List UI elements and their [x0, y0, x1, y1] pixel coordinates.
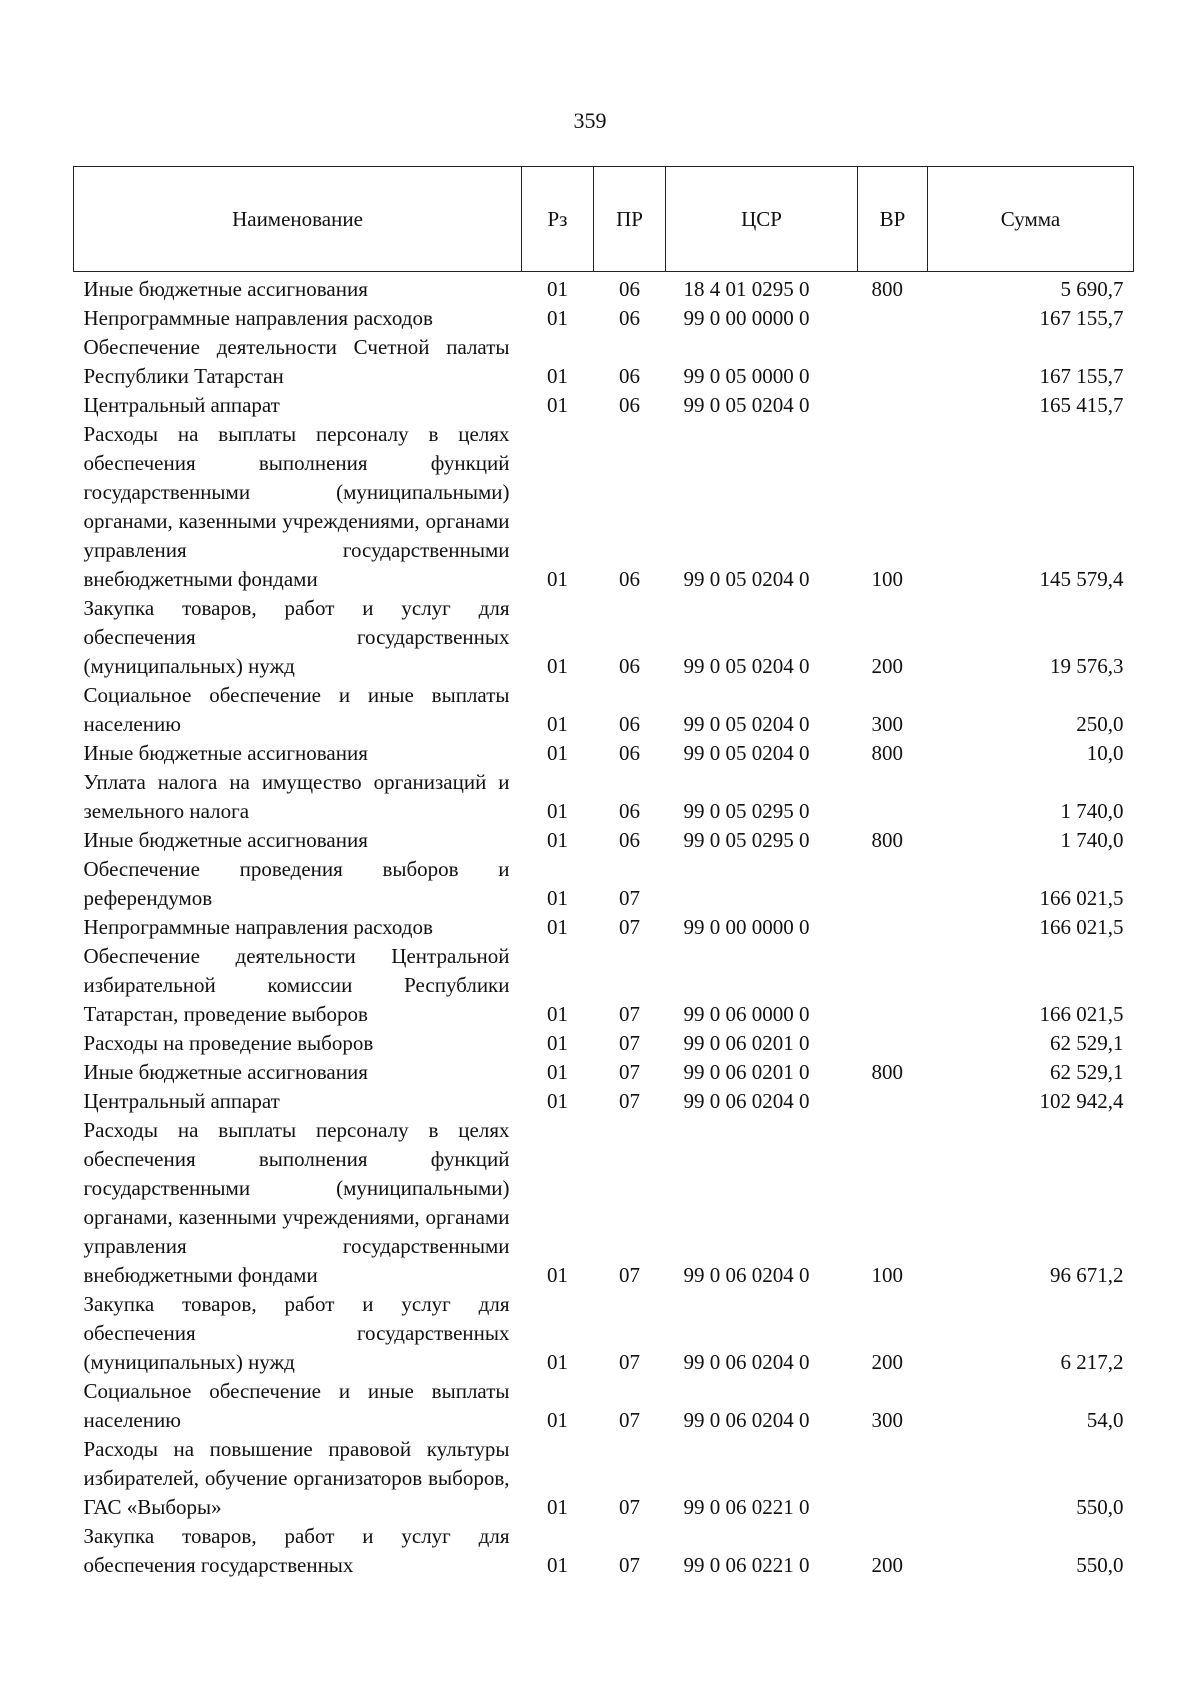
cell-sum: 10,0 — [1086, 741, 1124, 765]
cell-pr: 06 — [619, 654, 640, 678]
cell-rz: 01 — [547, 1089, 568, 1113]
cell-name: Обеспечение деятельности Центральной избирательной комиссии Республики Татарстан, проведение выборов — [83, 944, 510, 1026]
cell-pr: 07 — [619, 1350, 640, 1374]
table-row — [74, 826, 1134, 855]
cell-pr: 06 — [619, 364, 640, 388]
cell-csr: 99 0 00 0000 0 — [683, 306, 810, 330]
table-row — [74, 681, 1134, 739]
cell-name: Иные бюджетные ассигнования — [83, 1060, 368, 1084]
cell-vr — [858, 855, 928, 913]
table-row — [74, 1087, 1134, 1116]
cell-rz: 01 — [547, 1031, 568, 1055]
cell-vr — [858, 768, 928, 826]
cell-csr: 99 0 00 0000 0 — [683, 915, 810, 939]
cell-name: Расходы на выплаты персоналу в целях обеспечения выполнения функций государственными (муниципальными) органами, казенными учреждениями, органами управления государственными внебюджетными фондами — [83, 422, 510, 591]
cell-pr: 06 — [619, 277, 640, 301]
header-vr: ВР — [858, 167, 928, 272]
cell-rz: 01 — [547, 654, 568, 678]
cell-vr — [858, 942, 928, 1029]
cell-csr: 99 0 05 0204 0 — [683, 393, 810, 417]
header-sum: Сумма — [928, 167, 1134, 272]
table-row — [74, 739, 1134, 768]
header-rz: Рз — [522, 167, 594, 272]
table-row — [74, 594, 1134, 681]
cell-pr: 07 — [619, 1553, 640, 1577]
table-row — [74, 913, 1134, 942]
cell-sum: 54,0 — [1086, 1408, 1124, 1432]
cell-name: Обеспечение проведения выборов и референдумов — [83, 857, 510, 910]
cell-sum: 62 529,1 — [1050, 1060, 1124, 1084]
cell-pr: 07 — [619, 1263, 640, 1287]
cell-pr: 07 — [619, 1089, 640, 1113]
budget-table — [73, 166, 1134, 1580]
cell-csr: 99 0 05 0204 0 — [683, 567, 810, 591]
cell-pr: 06 — [619, 567, 640, 591]
cell-pr: 06 — [619, 712, 640, 736]
cell-csr: 99 0 06 0221 0 — [683, 1495, 810, 1519]
cell-vr: 300 — [871, 712, 903, 736]
header-pr: ПР — [594, 167, 666, 272]
cell-csr: 99 0 06 0201 0 — [683, 1031, 810, 1055]
cell-name: Расходы на проведение выборов — [83, 1031, 374, 1055]
table-row — [74, 304, 1134, 333]
cell-rz: 01 — [547, 1553, 568, 1577]
cell-name: Расходы на повышение правовой культуры избирателей, обучение организаторов выборов, ГАС «Выборы» — [83, 1437, 510, 1519]
header-row — [74, 167, 1134, 272]
cell-csr: 99 0 06 0204 0 — [683, 1263, 810, 1287]
cell-rz: 01 — [547, 364, 568, 388]
header-csr: ЦСР — [666, 167, 858, 272]
cell-vr — [858, 304, 928, 333]
table-row — [74, 272, 1134, 305]
cell-pr: 06 — [619, 306, 640, 330]
table-body — [74, 272, 1134, 1581]
cell-vr: 800 — [871, 277, 903, 301]
cell-vr: 200 — [871, 1553, 903, 1577]
cell-sum: 166 021,5 — [1039, 915, 1124, 939]
cell-name: Закупка товаров, работ и услуг для обеспечения государственных (муниципальных) нужд — [83, 596, 510, 678]
cell-sum: 19 576,3 — [1050, 654, 1124, 678]
cell-vr — [858, 333, 928, 391]
cell-csr: 99 0 05 0000 0 — [683, 364, 810, 388]
cell-name: Центральный аппарат — [83, 393, 280, 417]
cell-sum: 166 021,5 — [1039, 886, 1124, 910]
table-row — [74, 855, 1134, 913]
cell-pr: 07 — [619, 1408, 640, 1432]
cell-name: Закупка товаров, работ и услуг для обеспечения государственных — [83, 1524, 510, 1577]
cell-vr — [858, 1087, 928, 1116]
cell-vr — [858, 1435, 928, 1522]
cell-vr: 200 — [871, 654, 903, 678]
table-row — [74, 1290, 1134, 1377]
cell-rz: 01 — [547, 886, 568, 910]
cell-rz: 01 — [547, 567, 568, 591]
cell-csr: 99 0 06 0000 0 — [683, 1002, 810, 1026]
cell-pr: 07 — [619, 1495, 640, 1519]
table-row — [74, 1058, 1134, 1087]
cell-sum: 1 740,0 — [1060, 799, 1124, 823]
cell-rz: 01 — [547, 828, 568, 852]
cell-vr: 300 — [871, 1408, 903, 1432]
cell-sum: 250,0 — [1076, 712, 1124, 736]
cell-vr: 800 — [871, 741, 903, 765]
cell-sum: 166 021,5 — [1039, 1002, 1124, 1026]
cell-rz: 01 — [547, 1060, 568, 1084]
cell-vr: 800 — [871, 1060, 903, 1084]
cell-sum: 145 579,4 — [1039, 567, 1124, 591]
cell-csr: 99 0 05 0204 0 — [683, 741, 810, 765]
cell-pr: 07 — [619, 1031, 640, 1055]
cell-csr: 99 0 05 0204 0 — [683, 712, 810, 736]
cell-vr: 800 — [871, 828, 903, 852]
cell-name: Иные бюджетные ассигнования — [83, 828, 368, 852]
cell-rz: 01 — [547, 1350, 568, 1374]
page-number: 359 — [573, 108, 607, 133]
cell-csr — [666, 855, 858, 913]
cell-csr: 99 0 05 0295 0 — [683, 828, 810, 852]
cell-csr: 99 0 06 0221 0 — [683, 1553, 810, 1577]
table-row — [74, 768, 1134, 826]
cell-sum: 550,0 — [1076, 1495, 1124, 1519]
cell-csr: 99 0 06 0201 0 — [683, 1060, 810, 1084]
cell-sum: 5 690,7 — [1060, 277, 1124, 301]
cell-pr: 07 — [619, 886, 640, 910]
cell-pr: 07 — [619, 1002, 640, 1026]
table-row — [74, 333, 1134, 391]
cell-rz: 01 — [547, 393, 568, 417]
table-row — [74, 1116, 1134, 1290]
cell-pr: 06 — [619, 828, 640, 852]
table-header — [74, 167, 1134, 272]
cell-name: Непрограммные направления расходов — [83, 915, 433, 939]
cell-sum: 1 740,0 — [1060, 828, 1124, 852]
cell-sum: 550,0 — [1076, 1553, 1124, 1577]
table-row — [74, 1435, 1134, 1522]
cell-name: Расходы на выплаты персоналу в целях обеспечения выполнения функций государственными (муниципальными) органами, казенными учреждениями, органами управления государственными внебюджетными фондами — [83, 1118, 510, 1287]
cell-name: Центральный аппарат — [83, 1089, 280, 1113]
cell-sum: 167 155,7 — [1039, 364, 1124, 388]
cell-csr: 99 0 06 0204 0 — [683, 1089, 810, 1113]
table-row — [74, 420, 1134, 594]
header-name: Наименование — [74, 167, 522, 272]
cell-rz: 01 — [547, 799, 568, 823]
cell-vr — [858, 1029, 928, 1058]
cell-name: Обеспечение деятельности Счетной палаты Республики Татарстан — [83, 335, 510, 388]
cell-vr — [858, 913, 928, 942]
cell-vr — [858, 391, 928, 420]
cell-rz: 01 — [547, 277, 568, 301]
cell-pr: 06 — [619, 393, 640, 417]
table-row — [74, 942, 1134, 1029]
cell-csr: 99 0 05 0295 0 — [683, 799, 810, 823]
cell-sum: 96 671,2 — [1050, 1263, 1124, 1287]
cell-rz: 01 — [547, 741, 568, 765]
cell-pr: 07 — [619, 1060, 640, 1084]
cell-name: Иные бюджетные ассигнования — [83, 277, 368, 301]
cell-csr: 99 0 06 0204 0 — [683, 1350, 810, 1374]
table-row — [74, 391, 1134, 420]
cell-name: Уплата налога на имущество организаций и земельного налога — [83, 770, 510, 823]
cell-pr: 06 — [619, 799, 640, 823]
cell-sum: 167 155,7 — [1039, 306, 1124, 330]
cell-pr: 07 — [619, 915, 640, 939]
cell-csr: 99 0 06 0204 0 — [683, 1408, 810, 1432]
cell-name: Социальное обеспечение и иные выплаты населению — [83, 1379, 510, 1432]
cell-csr: 18 4 01 0295 0 — [683, 277, 810, 301]
cell-sum: 102 942,4 — [1039, 1089, 1124, 1113]
cell-rz: 01 — [547, 306, 568, 330]
cell-name: Иные бюджетные ассигнования — [83, 741, 368, 765]
cell-vr: 200 — [871, 1350, 903, 1374]
cell-sum: 165 415,7 — [1039, 393, 1124, 417]
cell-vr: 100 — [871, 1263, 903, 1287]
cell-name: Социальное обеспечение и иные выплаты населению — [83, 683, 510, 736]
cell-rz: 01 — [547, 1408, 568, 1432]
cell-name: Закупка товаров, работ и услуг для обеспечения государственных (муниципальных) нужд — [83, 1292, 510, 1374]
cell-rz: 01 — [547, 915, 568, 939]
cell-rz: 01 — [547, 712, 568, 736]
cell-rz: 01 — [547, 1002, 568, 1026]
cell-name: Непрограммные направления расходов — [83, 306, 433, 330]
cell-sum: 6 217,2 — [1060, 1350, 1124, 1374]
table-row — [74, 1522, 1134, 1580]
cell-vr: 100 — [871, 567, 903, 591]
cell-csr: 99 0 05 0204 0 — [683, 654, 810, 678]
cell-pr: 06 — [619, 741, 640, 765]
cell-rz: 01 — [547, 1263, 568, 1287]
table-row — [74, 1377, 1134, 1435]
table-row — [74, 1029, 1134, 1058]
cell-sum: 62 529,1 — [1050, 1031, 1124, 1055]
cell-rz: 01 — [547, 1495, 568, 1519]
